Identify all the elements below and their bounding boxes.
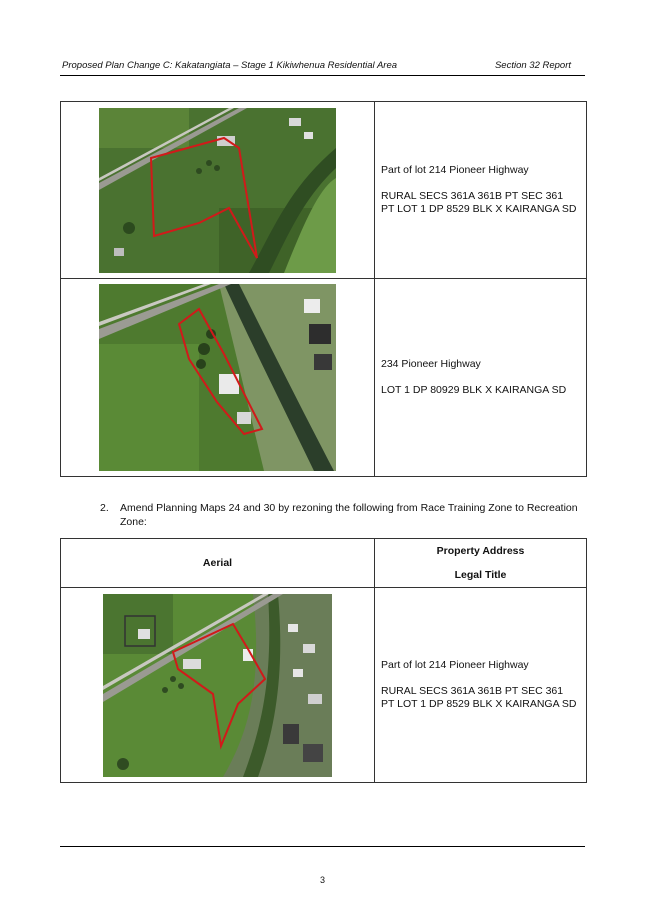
page-number: 3 [319,875,325,885]
header-left: Proposed Plan Change C: Kakatangiata – Stage 1 Kikiwhenua Residential Area [62,60,398,71]
legal-title: LOT 1 DP 80929 BLK X KAIRANGA SD [381,384,567,396]
footer-rule [60,846,585,847]
aerial-photo [103,594,332,777]
aerial-photo [99,284,336,471]
property-address: Part of lot 214 Pioneer Highway [381,164,529,176]
legal-title: RURAL SECS 361A 361B PT SEC 361 PT LOT 1 DP 8529 BLK X KAIRANGA SD [381,685,577,710]
header-rule [60,75,585,76]
property-details-cell [375,279,587,477]
property-table-1 [60,101,587,477]
column-header-aerial [61,539,375,588]
property-address: 234 Pioneer Highway [381,358,481,370]
table-row [61,279,587,477]
property-table-2 [60,538,587,783]
property-address: Part of lot 214 Pioneer Highway [381,659,529,671]
aerial-cell [61,102,375,279]
property-details-cell [375,588,587,783]
amendment-text: Amend Planning Maps 24 and 30 by rezoning the following from Race Training Zone to Recreation Zone: [120,502,578,528]
aerial-cell [61,588,375,783]
table-header-row [61,539,587,588]
aerial-photo [99,108,336,273]
table-row [61,102,587,279]
header-right: Section 32 Report [494,60,571,71]
aerial-header-label: Aerial [202,557,233,569]
address-header-label: Property Address [436,544,525,557]
aerial-cell [61,279,375,477]
table-row [61,588,587,783]
legal-title: RURAL SECS 361A 361B PT SEC 361 PT LOT 1 DP 8529 BLK X KAIRANGA SD [381,190,577,215]
property-details-cell [375,102,587,279]
list-number: 2. [100,502,109,514]
legal-header-label: Legal Title [454,568,507,581]
column-header-address [375,539,587,588]
